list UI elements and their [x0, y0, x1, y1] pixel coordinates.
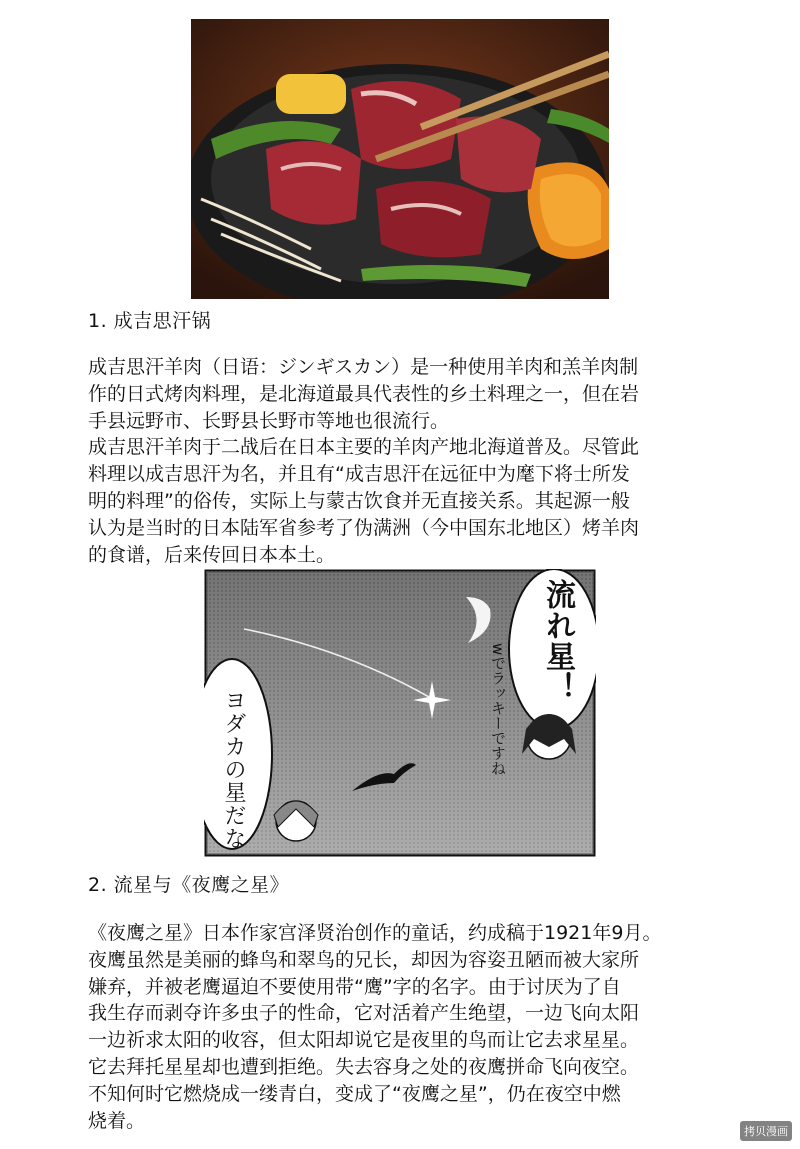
paragraph-line: 成吉思汗羊肉（日语：ジンギスカン）是一种使用羊肉和羔羊肉制	[88, 356, 639, 378]
paragraph-line: 料理以成吉思汗为名，并且有“成吉思汗在远征中为麾下将士所发	[88, 463, 630, 486]
grill-photo-illustration	[191, 19, 609, 299]
paragraph-line: 的食谱，后来传回日本本土。	[88, 543, 336, 566]
manga-bubble-right: 流れ星！	[540, 579, 575, 703]
grill-photo	[191, 19, 609, 299]
paragraph-line: 它去拜托星星却也遭到拒绝。失去容身之处的夜鹰拼命飞向夜空。	[88, 1055, 640, 1078]
manga-small-text: wでラッキーですね	[489, 643, 507, 776]
manga-panel	[204, 569, 596, 857]
paragraph-line: 《夜鹰之星》日本作家宫泽贤治创作的童话，约成稿于1921年9月。	[88, 922, 662, 944]
paragraph-line: 成吉思汗羊肉于二战后在日本主要的羊肉产地北海道普及。尽管此	[88, 436, 640, 459]
paragraph-line: 手县远野市、长野县长野市等地也很流行。	[88, 409, 450, 432]
section1-paragraph	[88, 354, 728, 568]
paragraph-line: 我生存而剥夺许多虫子的性命，它对活着产生绝望，一边飞向太阳	[88, 1002, 640, 1025]
section2-heading: 2. 流星与《夜鹰之星》	[88, 874, 290, 896]
section1-heading: 1. 成吉思汗锅	[88, 310, 212, 332]
section2-paragraph	[88, 920, 728, 1134]
paragraph-line: 一边祈求太阳的收容，但太阳却说它是夜里的鸟而让它去求星星。	[88, 1029, 640, 1052]
watermark: 拷贝漫画	[740, 1121, 792, 1141]
paragraph-line: 夜鹰虽然是美丽的蜂鸟和翠鸟的兄长，却因为容姿丑陋而被大家所	[88, 948, 640, 971]
paragraph-line: 不知何时它燃烧成一缕青白，变成了“夜鹰之星”，仍在夜空中燃	[88, 1082, 621, 1105]
manga-bubble-left: ヨダカの星だな	[221, 689, 246, 850]
paragraph-line: 嫌弃，并被老鹰逼迫不要使用带“鹰”字的名字。由于讨厌为了自	[88, 975, 621, 998]
paragraph-line: 作的日式烤肉料理，是北海道最具代表性的乡土料理之一，但在岩	[88, 382, 640, 405]
paragraph-line: 烧着。	[88, 1109, 146, 1132]
paragraph-line: 认为是当时的日本陆军省参考了伪满洲（今中国东北地区）烤羊肉	[88, 516, 640, 539]
paragraph-line: 明的料理”的俗传，实际上与蒙古饮食并无直接关系。其起源一般	[88, 489, 630, 512]
